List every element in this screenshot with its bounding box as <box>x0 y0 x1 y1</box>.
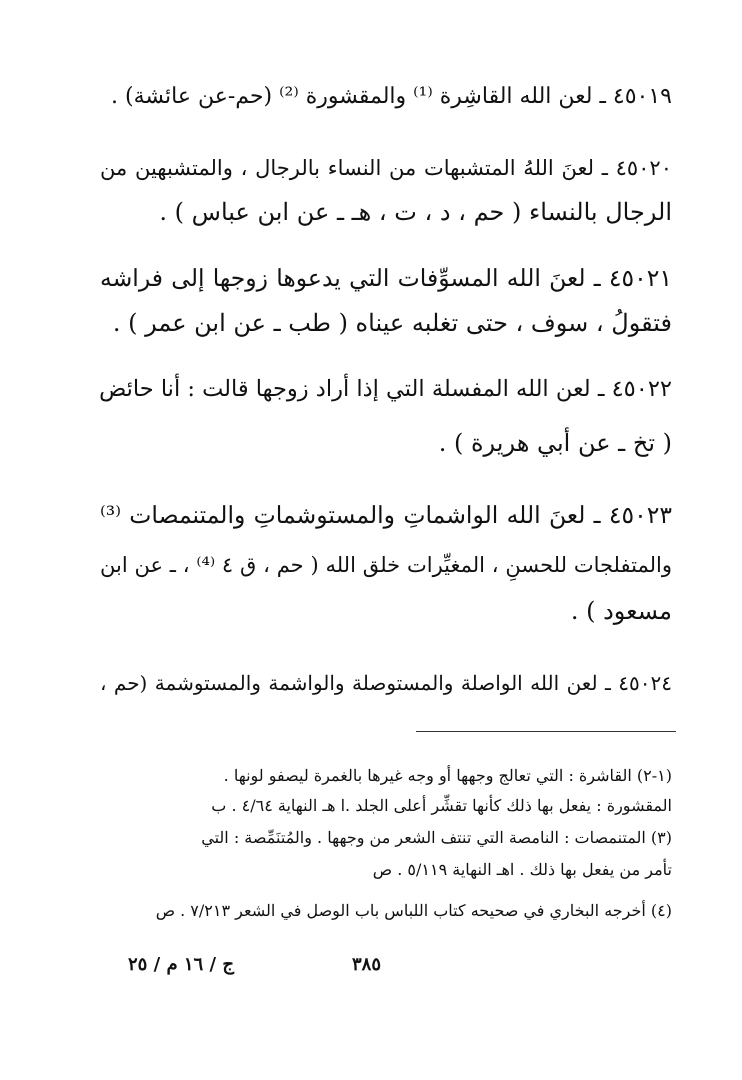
entry-45019-line-1: ٤٥٠١٩ ـ لعن الله القاشِرة ⁽¹⁾ والمقشورة ⁽²⁾ (حم-عن عائشة) . <box>111 84 672 109</box>
footnote-1-2-line-1: (١-٢) القاشرة : التي تعالج وجهها أو وجه غيرها بالغمرة ليصفو لونها . <box>223 766 672 785</box>
entry-45022-line-1: ٤٥٠٢٢ ـ لعن الله المفسلة التي إذا أراد زوجها قالت : أنا حائض <box>99 376 672 402</box>
entry-45022-line-2: ( تخ ـ عن أبي هريرة ) . <box>438 429 672 457</box>
page-number: ٣٨٥ <box>352 954 382 975</box>
entry-45024-line-1: ٤٥٠٢٤ ـ لعن الله الواصلة والمستوصلة والواشمة والمستوشمة (حم ، <box>100 671 672 695</box>
entry-45020-line-1: ٤٥٠٢٠ ـ لعنَ اللهُ المتشبهات من النساء بالرجال ، والمتشبهين من <box>100 156 672 180</box>
entry-45021-line-2: فتقولُ ، سوف ، حتى تغلبه عيناه ( طب ـ عن ابن عمر ) . <box>112 309 672 337</box>
entry-45023-line-1: ٤٥٠٢٣ ـ لعنَ الله الواشماتِ والمستوشماتِ والمتنمصات ⁽³⁾ <box>100 501 672 529</box>
entry-45020-line-2: الرجال بالنساء ( حم ، د ، ت ، هـ ـ عن ابن عباس ) . <box>159 198 672 226</box>
entry-45021-line-1: ٤٥٠٢١ ـ لعنَ الله المسوِّفات التي يدعوها زوجها إلى فراشه <box>100 264 672 292</box>
footnote-4: (٤) أخرجه البخاري في صحيحه كتاب اللباس باب الوصل في الشعر ٧/٢١٣ . ص <box>155 901 672 920</box>
printer-signature: ج / ١٦ م / ٢٥ <box>128 954 234 975</box>
entry-45023-line-3: مسعود ) . <box>570 597 672 625</box>
footnote-3-line-2: تأمر من يفعل بها ذلك . اهـ النهاية ٥/١١٩ . ص <box>372 860 672 879</box>
footnote-3-line-1: (٣) المتنمصات : النامصة التي تنتف الشعر من وجهها . والمُتنَمِّصة : التي <box>201 828 672 847</box>
footnote-separator <box>416 731 676 732</box>
entry-45023-line-2: والمتفلجات للحسنِ ، المغيِّرات خلق الله ( حم ، ق ٤ ⁽⁴⁾ ، ـ عن ابن <box>100 553 672 577</box>
footnote-1-2-line-2: المقشورة : يفعل بها ذلك كأنها تقشِّر أعلى الجلد .ا هـ النهاية ٤/٦٤ . ب <box>211 796 672 815</box>
